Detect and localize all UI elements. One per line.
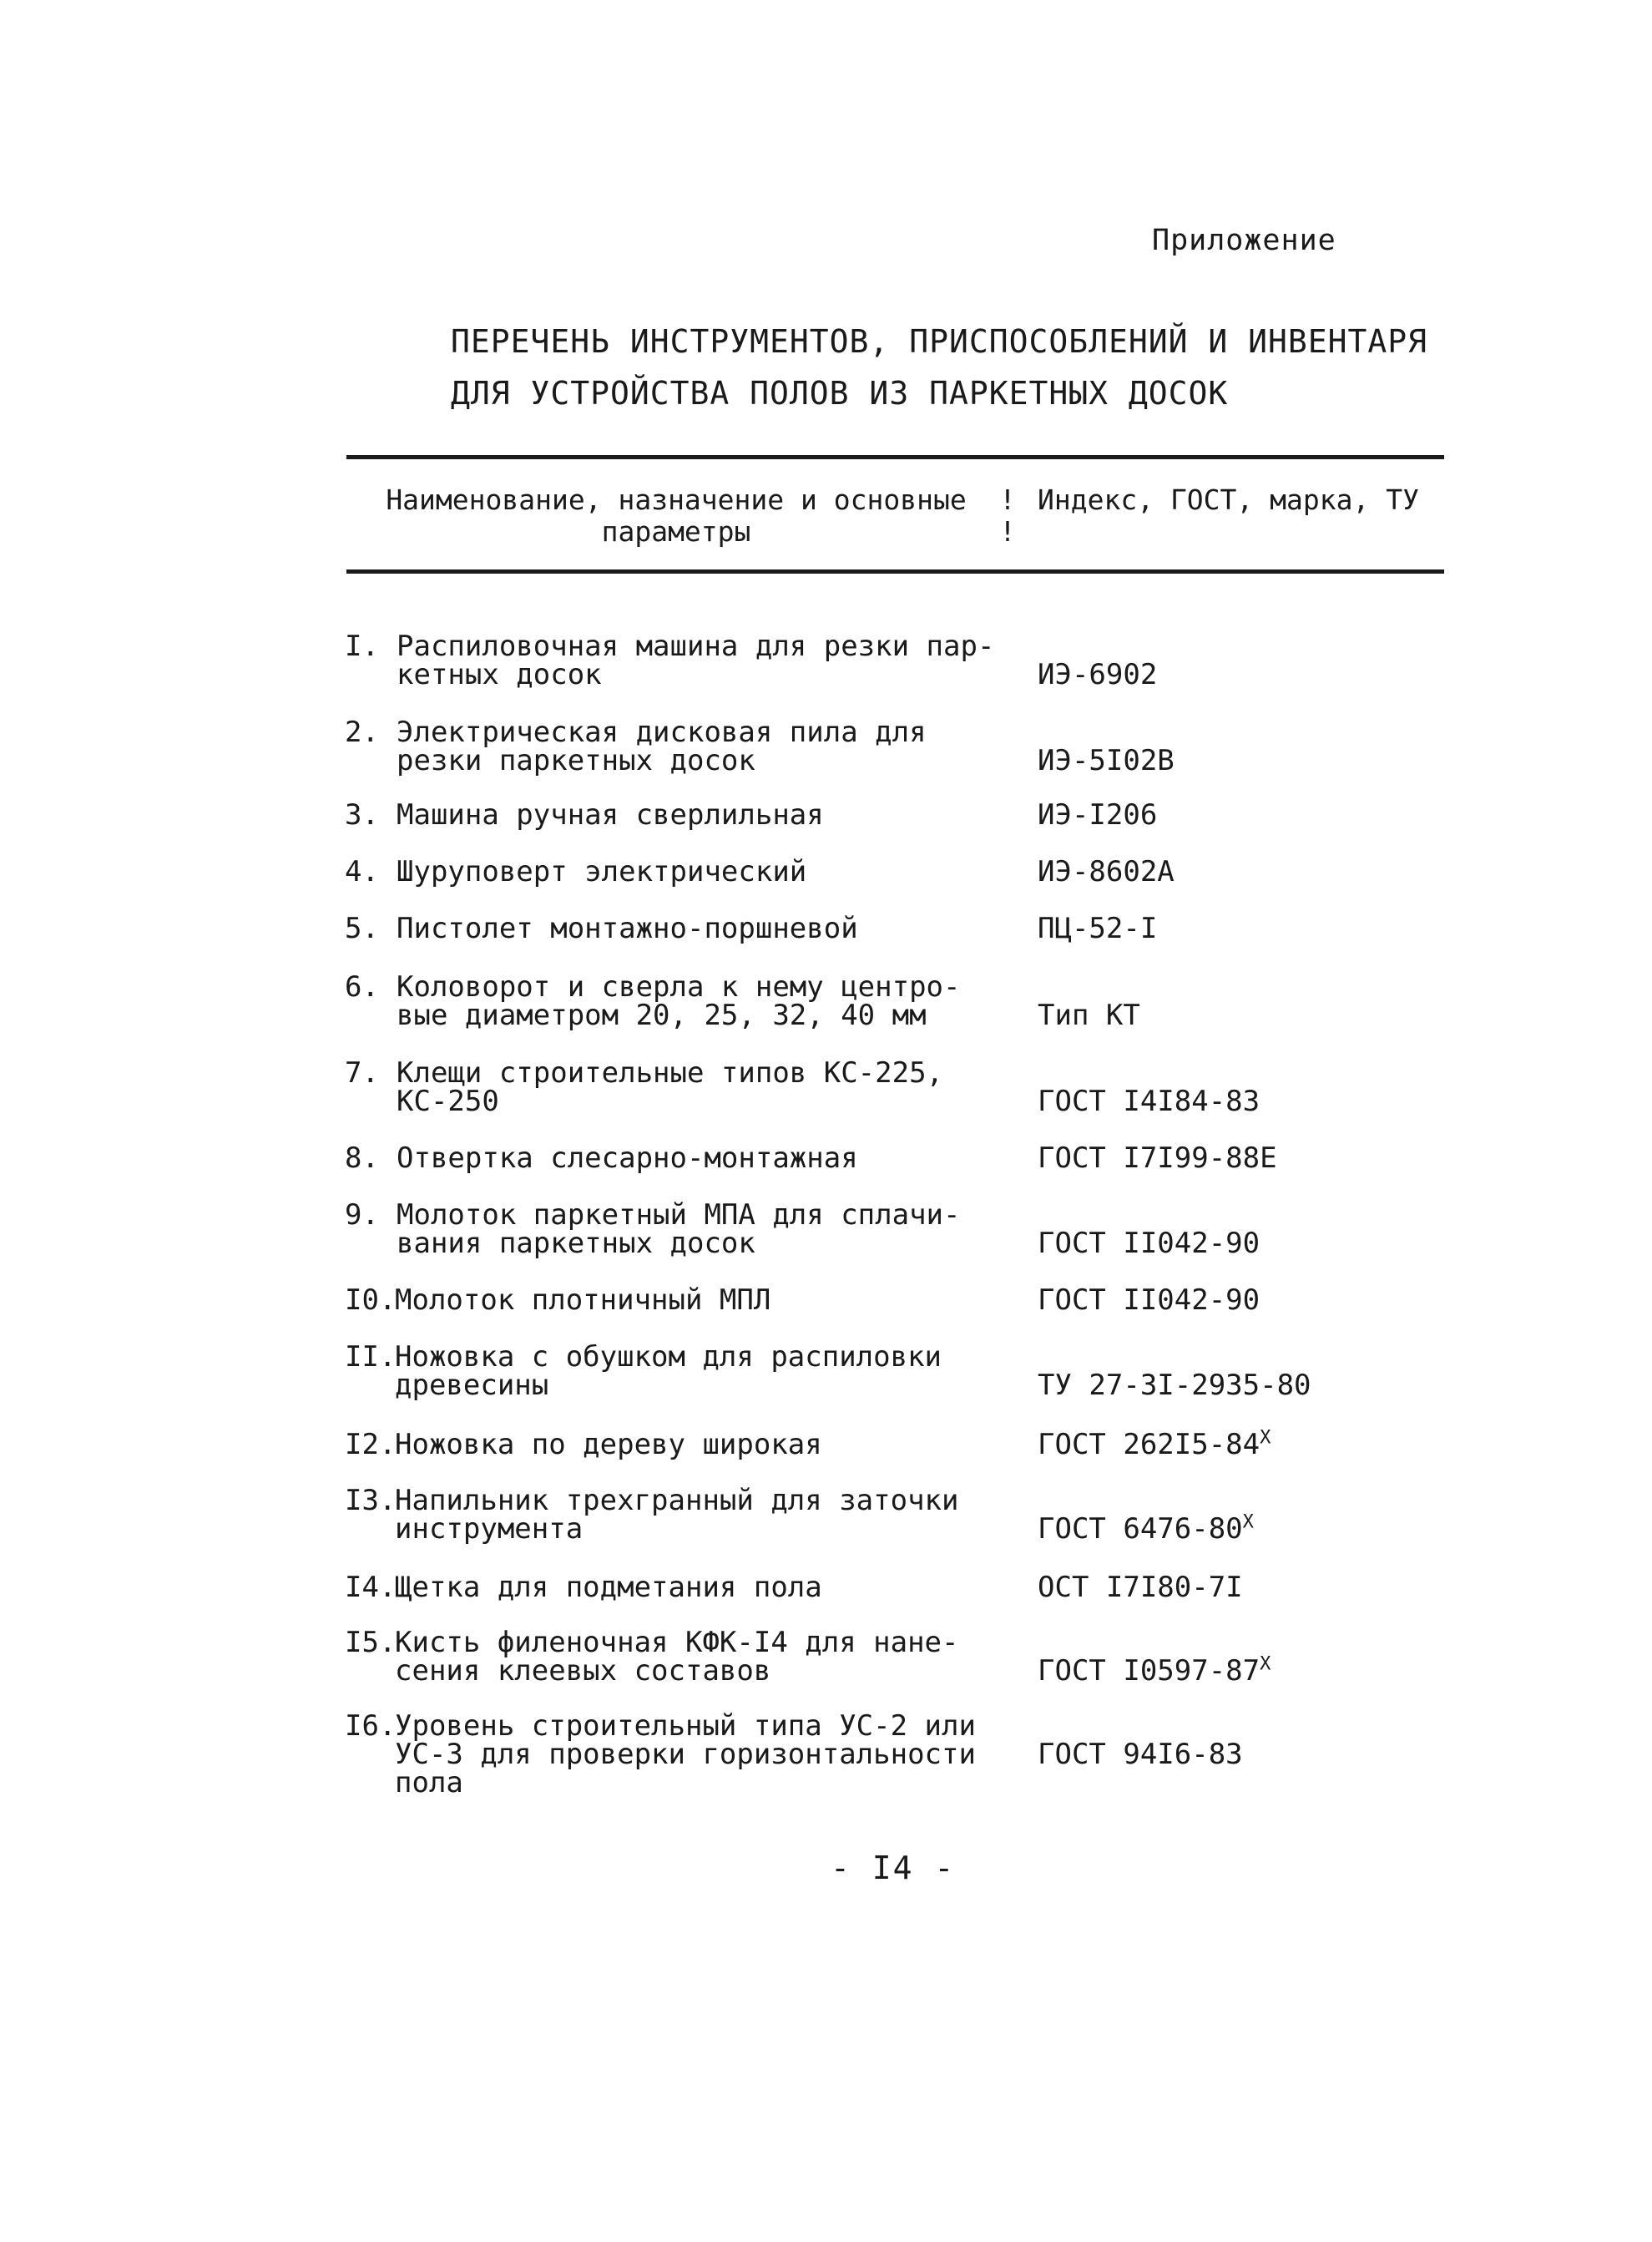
- row-index: [1038, 746, 1175, 775]
- row-index-text: ИЭ-5I02В: [1038, 744, 1175, 777]
- row-number: 4.: [345, 855, 379, 888]
- row-index: [1038, 1653, 1271, 1688]
- row-index: [1038, 1141, 1277, 1175]
- row-name: Машина ручная сверлильная: [397, 798, 824, 832]
- row-index-superscript: Х: [1260, 1653, 1271, 1675]
- row-number: I2.: [345, 1428, 397, 1461]
- column-header-name-line-2: параметры: [601, 515, 751, 548]
- row-index-text: ПЦ-52-I: [1038, 912, 1158, 945]
- row-index-text: Тип КТ: [1038, 999, 1140, 1032]
- title-line-2: ДЛЯ УСТРОЙСТВА ПОЛОВ ИЗ ПАРКЕТНЫХ ДОСОК: [451, 375, 1229, 412]
- row-index-text: ТУ 27-3I-2935-80: [1038, 1369, 1311, 1402]
- row-index: [1038, 1229, 1260, 1258]
- row-number: 2.: [345, 716, 379, 749]
- row-index-text: ИЭ-6902: [1038, 658, 1158, 691]
- row-index-text: ГОСТ 94I6-83: [1038, 1738, 1243, 1771]
- row-index-text: ГОСТ 6476-80: [1038, 1512, 1243, 1546]
- row-index: [1038, 1573, 1243, 1602]
- document-title: [451, 316, 1427, 419]
- appendix-label: Приложение: [1152, 224, 1336, 257]
- column-header-name-line-1: Наименование, назначение и основные: [386, 483, 967, 516]
- row-number: II.: [345, 1340, 397, 1374]
- row-index: [1038, 1511, 1254, 1546]
- row-index: [1038, 1427, 1271, 1461]
- row-name: Шуруповерт электрический: [397, 855, 807, 888]
- row-name: Клещи строительные типов КС-225, КС-250: [397, 1056, 944, 1118]
- row-number: I4.: [345, 1571, 397, 1604]
- row-number: I0.: [345, 1283, 397, 1317]
- row-index-text: ИЭ-I206: [1038, 798, 1158, 832]
- row-name: Щетка для подметания пола: [395, 1571, 822, 1604]
- table-header-rule: [346, 569, 1444, 574]
- row-index-text: ГОСТ 262I5-84: [1038, 1428, 1260, 1461]
- page-number: - I4 -: [831, 1850, 956, 1886]
- row-name: Пистолет монтажно-поршневой: [397, 912, 858, 945]
- row-index: [1038, 1740, 1243, 1769]
- row-name: Кисть филеночная КФК-I4 для нане- сения клеевых составов: [395, 1626, 959, 1688]
- row-index: [1038, 660, 1157, 689]
- row-number: I3.: [345, 1484, 397, 1517]
- row-number: 3.: [345, 798, 379, 832]
- row-number: I5.: [345, 1626, 397, 1659]
- row-index: [1038, 914, 1157, 943]
- row-name: Распиловочная машина для резки пар- кетных досок: [397, 630, 995, 691]
- row-name: Электрическая дисковая пила для резки паркетных досок: [397, 716, 927, 777]
- row-index-text: ОСТ I7I80-7I: [1038, 1571, 1243, 1604]
- row-number: 7.: [345, 1056, 379, 1090]
- row-name: Уровень строительный типа УС-2 или УС-3 для проверки горизонтальности пола: [395, 1709, 976, 1799]
- row-name: Коловорот и сверла к нему центро- вые диаметром 20, 25, 32, 40 мм: [397, 970, 961, 1032]
- row-number: 6.: [345, 970, 379, 1004]
- row-name: Ножовка по дереву широкая: [395, 1428, 822, 1461]
- row-index: [1038, 798, 1158, 832]
- row-number: 5.: [345, 912, 379, 945]
- row-index-text: ГОСТ II042-90: [1038, 1227, 1260, 1260]
- row-index: [1038, 1369, 1311, 1402]
- row-number: 8.: [345, 1141, 379, 1175]
- row-index-superscript: Х: [1260, 1427, 1271, 1449]
- row-index: [1038, 1087, 1260, 1116]
- row-name: Отвертка слесарно-монтажная: [397, 1141, 858, 1175]
- row-index: [1038, 1283, 1260, 1317]
- column-header-name: [346, 484, 1006, 548]
- column-header-separator: [999, 484, 1016, 548]
- row-index: [1038, 1001, 1140, 1030]
- row-index-text: ИЭ-8602А: [1038, 855, 1175, 888]
- row-name: Молоток паркетный МПА для сплачи- вания паркетных досок: [397, 1198, 961, 1260]
- column-header-index: Индекс, ГОСТ, марка, ТУ: [1038, 483, 1419, 516]
- separator-mark-2: !: [999, 515, 1016, 548]
- row-number: 9.: [345, 1198, 379, 1232]
- separator-mark-1: !: [999, 483, 1016, 516]
- row-index-superscript: Х: [1242, 1511, 1254, 1533]
- row-index-text: ГОСТ I4I84-83: [1038, 1085, 1260, 1118]
- row-index: [1038, 855, 1175, 888]
- title-line-1: ПЕРЕЧЕНЬ ИНСТРУМЕНТОВ, ПРИСПОСОБЛЕНИЙ И ИНВЕНТАРЯ: [451, 323, 1428, 360]
- row-index-text: ГОСТ I0597-87: [1038, 1654, 1260, 1688]
- row-name: Молоток плотничный МПЛ: [395, 1283, 771, 1317]
- row-name: Напильник трехгранный для заточки инструмента: [395, 1484, 959, 1546]
- row-number: I6.: [345, 1709, 397, 1743]
- row-index-text: ГОСТ I7I99-88Е: [1038, 1141, 1277, 1175]
- table-top-rule: [346, 455, 1444, 459]
- row-name: Ножовка с обушком для распиловки древесины: [395, 1340, 942, 1402]
- row-number: I.: [345, 630, 379, 663]
- row-index-text: ГОСТ II042-90: [1038, 1283, 1260, 1317]
